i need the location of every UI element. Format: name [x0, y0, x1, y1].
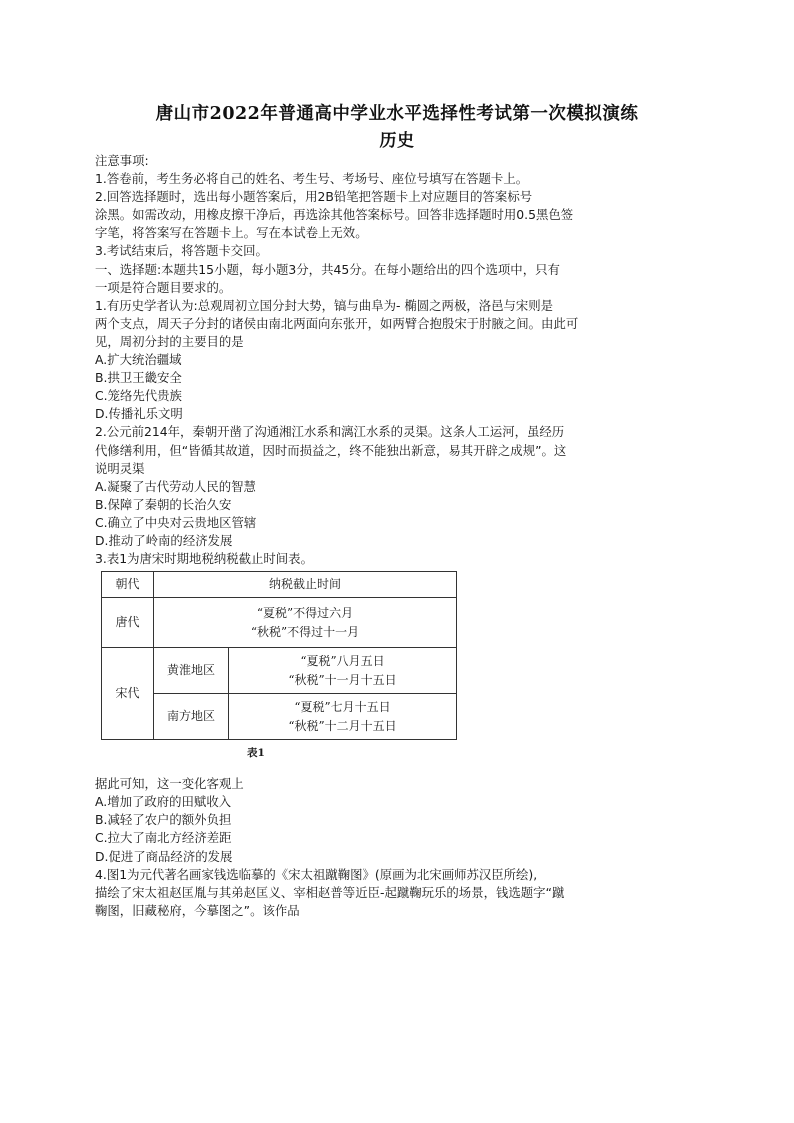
notice-item: 涂黑。如需改动，用橡皮擦干净后，再选涂其他答案标号。回答非选择题时用0.5黑色签	[95, 207, 574, 223]
cell-dynasty-tang: 唐代	[102, 598, 154, 648]
subject-title: 历史	[379, 131, 415, 151]
question-2-stem: 代修缮利用，但“皆循其故道，因时而损益之，终不能独出新意，易其开辟之成规”。这	[95, 442, 567, 458]
notice-item: 3.考试结束后，将答题卡交回。	[95, 243, 268, 259]
question-2-option-c: C.确立了中央对云贵地区管辖	[95, 514, 257, 530]
exam-title: 唐山市2022年普通高中学业水平选择性考试第一次模拟演练	[155, 104, 639, 124]
cell-huanghuai-deadline	[229, 648, 457, 694]
section-heading: 一、选择题:本题共15小题，每小题3分，共45分。在每小题给出的四个选项中，只有	[95, 261, 560, 277]
header-dynasty: 朝代	[102, 572, 154, 598]
cell-south-deadline	[229, 694, 457, 740]
table-row-song-south	[102, 694, 457, 740]
notice-item: 字笔，将答案写在答题卡上。写在本试卷上无效。	[95, 225, 368, 241]
table-header-row	[102, 572, 457, 598]
question-3-option-b: B.减轻了农户的额外负担	[95, 812, 232, 828]
question-1-stem: 见，周初分封的主要目的是	[95, 333, 244, 349]
header-deadline: 纳税截止时间	[154, 572, 457, 598]
notice-heading: 注意事项:	[95, 153, 149, 168]
question-3-option-a: A.增加了政府的田赋收入	[95, 794, 232, 810]
question-2-option-a: A.凝聚了古代劳动人民的智慧	[95, 478, 256, 494]
notice-item: 2.回答选择题时，选出每小题答案后，用2B铅笔把答题卡上对应题目的答案标号	[95, 189, 533, 205]
table-caption: 表1	[247, 747, 265, 760]
table-1-block	[95, 568, 655, 775]
section-heading-cont: 一项是符合题目要求的。	[95, 279, 232, 295]
question-1-option-d: D.传播礼乐文明	[95, 406, 183, 422]
question-2-stem: 说明灵渠	[95, 460, 145, 476]
tang-autumn-tax: “秋税”不得过十一月	[250, 624, 360, 639]
table-row-song-huanghuai	[102, 648, 457, 694]
question-1-option-a: A.扩大统治疆域	[95, 352, 182, 368]
question-4-stem: 描绘了宋太祖赵匡胤与其弟赵匡义、宰相赵普等近臣-起蹴鞠玩乐的场景，钱选题字“蹴	[95, 884, 565, 900]
question-4-stem: 鞠图，旧藏秘府，今摹图之”。该作品	[95, 902, 300, 918]
cell-region-south: 南方地区	[154, 694, 229, 740]
question-1-stem: 1.有历史学者认为:总观周初立国分封大势，镐与曲阜为- 椭圆之两极，洛邑与宋则是	[95, 297, 554, 313]
table-row-tang	[102, 598, 457, 648]
notice-item: 1.答卷前，考生务必将自己的姓名、考生号、考场号、座位号填写在答题卡上。	[95, 171, 529, 187]
question-2-stem: 2.公元前214年，秦朝开凿了沟通湘江水系和漓江水系的灵渠。这条人工运河，虽经历	[95, 424, 565, 440]
question-3-option-d: D.促进了商品经济的发展	[95, 848, 233, 864]
question-1-option-c: C.笼络先代贵族	[95, 388, 182, 404]
question-3-stem: 3.表1为唐宋时期地税纳税截止时间表。	[95, 551, 313, 567]
south-autumn-tax: “秋税”十二月十五日	[288, 718, 397, 733]
huanghuai-summer-tax: “夏税”八月五日	[300, 653, 385, 668]
cell-tang-deadline	[154, 598, 457, 648]
tang-summer-tax: “夏税”不得过六月	[256, 605, 354, 620]
question-2-option-d: D.推动了岭南的经济发展	[95, 532, 233, 548]
question-3-option-c: C.拉大了南北方经济差距	[95, 830, 232, 846]
question-2-option-b: B.保障了秦朝的长治久安	[95, 496, 232, 512]
tax-deadline-table	[101, 571, 457, 740]
exam-body	[95, 152, 655, 920]
question-3-prompt: 据此可知，这一变化客观上	[95, 776, 244, 792]
south-summer-tax: “夏税”七月十五日	[294, 699, 391, 714]
cell-region-huanghuai: 黄淮地区	[154, 648, 229, 694]
question-1-stem: 两个支点，周天子分封的诸侯由南北两面向东张开，如两臂合抱殷宋于肘腋之间。由此可	[95, 315, 579, 331]
question-4-stem: 4.图1为元代著名画家钱选临摹的《宋太祖蹴鞠图》(原画为北宋画师苏汉臣所绘),	[95, 866, 538, 882]
huanghuai-autumn-tax: “秋税”十一月十五日	[288, 672, 397, 687]
cell-dynasty-song: 宋代	[102, 648, 154, 740]
question-1-option-b: B.拱卫王畿安全	[95, 370, 182, 386]
